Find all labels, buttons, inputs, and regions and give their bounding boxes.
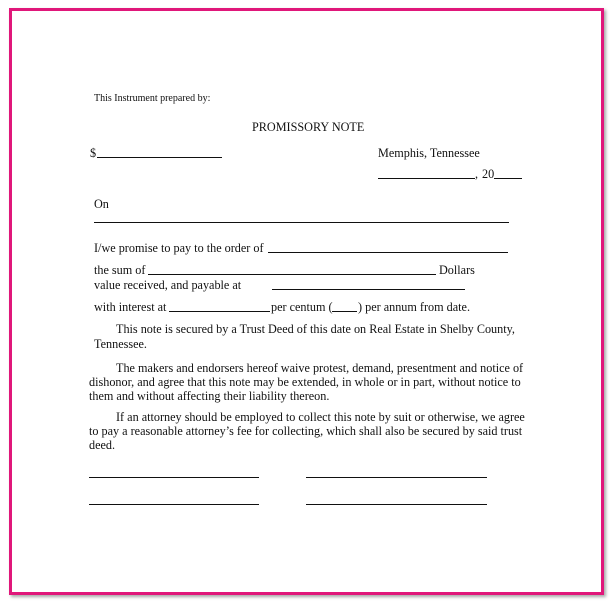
prepared-by-label: This Instrument prepared by: <box>94 93 211 104</box>
makers-line-3: them and without affecting their liability thereon. <box>89 389 330 403</box>
payable-at-blank[interactable] <box>272 289 465 290</box>
date-comma: , <box>475 167 479 181</box>
interest-prefix: with interest at <box>94 300 167 314</box>
per-centum-text: per centum ( <box>271 300 333 314</box>
year-blank[interactable] <box>494 178 522 179</box>
on-blank[interactable] <box>94 222 509 223</box>
signature-line-right-2[interactable] <box>306 504 487 505</box>
promise-text: I/we promise to pay to the order of <box>94 241 264 255</box>
signature-line-right-1[interactable] <box>306 477 487 478</box>
year-prefix: 20 <box>482 167 495 181</box>
dollars-label: Dollars <box>439 263 475 277</box>
on-label: On <box>94 197 109 211</box>
interest-rate-blank[interactable] <box>169 311 270 312</box>
signature-line-left-1[interactable] <box>89 477 259 478</box>
payee-blank[interactable] <box>268 252 508 253</box>
attorney-line-3: deed. <box>89 438 116 452</box>
sum-label: the sum of <box>94 263 146 277</box>
location-text: Memphis, Tennessee <box>378 146 480 160</box>
secured-line-2: Tennessee. <box>94 337 147 351</box>
value-received-text: value received, and payable at <box>94 278 242 292</box>
date-blank[interactable] <box>378 178 475 179</box>
attorney-line-1: If an attorney should be employed to collect this note by suit or otherwise, we agree <box>116 410 525 424</box>
attorney-line-2: to pay a reasonable attorney’s fee for collecting, which shall also be secured by said trust <box>89 424 523 438</box>
makers-line-2: dishonor, and agree that this note may be extended, in whole or in part, without notice to <box>89 375 521 389</box>
per-annum-text: ) per annum from date. <box>358 300 471 314</box>
makers-line-1: The makers and endorsers hereof waive protest, demand, presentment and notice of <box>116 361 524 375</box>
dollar-sign: $ <box>90 146 97 160</box>
secured-line-1: This note is secured by a Trust Deed of this date on Real Estate in Shelby County, <box>116 322 515 336</box>
document-title: PROMISSORY NOTE <box>252 120 365 134</box>
signature-line-left-2[interactable] <box>89 504 259 505</box>
per-centum-blank[interactable] <box>332 311 357 312</box>
amount-blank[interactable] <box>97 157 222 158</box>
sum-blank[interactable] <box>148 274 436 275</box>
